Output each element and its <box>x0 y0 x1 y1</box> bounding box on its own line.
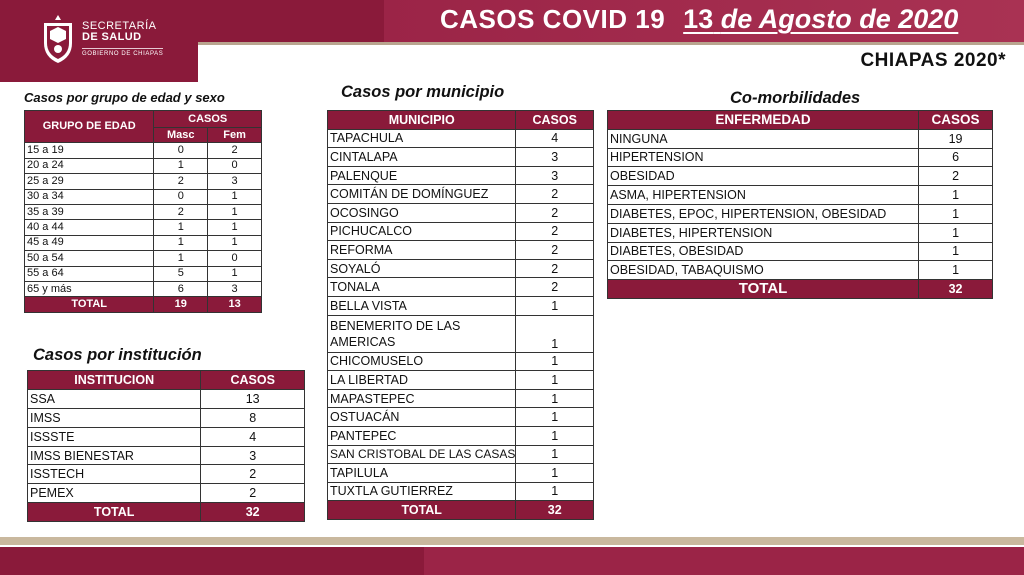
title-date <box>683 4 958 35</box>
col-institution: INSTITUCION <box>28 371 201 390</box>
cell-masc: 1 <box>154 158 208 173</box>
title-text: CASOS COVID 19 <box>440 4 666 34</box>
table-row <box>28 484 305 503</box>
cell-name: BELLA VISTA <box>328 296 516 315</box>
total-masc: 19 <box>154 297 208 312</box>
cell-name: SOYALÓ <box>328 259 516 278</box>
cell-name: COMITÁN DE DOMÍNGUEZ <box>328 185 516 204</box>
cell-cases: 1 <box>516 426 594 445</box>
cell-fem: 1 <box>208 189 262 204</box>
cell-group: 50 a 54 <box>25 251 154 266</box>
region-title: CHIAPAS 2020* <box>860 50 1006 71</box>
comorbidity-table <box>607 110 993 299</box>
cell-cases: 1 <box>516 464 594 483</box>
cell-cases: 2 <box>516 185 594 204</box>
cell-cases: 2 <box>516 241 594 260</box>
cell-name: DIABETES, OBESIDAD <box>608 242 919 261</box>
cell-cases: 4 <box>516 129 594 148</box>
table-row <box>608 204 993 223</box>
cell-masc: 5 <box>154 266 208 281</box>
table-row <box>28 465 305 484</box>
table-row <box>328 371 594 390</box>
cell-name: DIABETES, EPOC, HIPERTENSION, OBESIDAD <box>608 204 919 223</box>
total-value: 32 <box>516 501 594 520</box>
cell-name: OCOSINGO <box>328 203 516 222</box>
col-fem: Fem <box>208 128 262 143</box>
cell-cases: 1 <box>516 389 594 408</box>
cell-cases: 13 <box>201 389 305 408</box>
footer-band <box>0 547 1024 575</box>
cell-name: PICHUCALCO <box>328 222 516 241</box>
cell-fem: 0 <box>208 158 262 173</box>
table-row <box>28 427 305 446</box>
total-value: 32 <box>201 503 305 522</box>
cell-cases: 1 <box>919 204 993 223</box>
cell-name: SAN CRISTOBAL DE LAS CASAS <box>328 445 516 464</box>
date-rest: de Agosto de 2020 <box>720 4 959 34</box>
cell-cases: 1 <box>919 223 993 242</box>
cell-cases: 1 <box>516 482 594 501</box>
cell-cases: 1 <box>516 408 594 427</box>
table-row <box>328 408 594 427</box>
cell-cases: 8 <box>201 408 305 427</box>
col-municipality: MUNICIPIO <box>328 111 516 130</box>
total-fem: 13 <box>208 297 262 312</box>
date-day: 13 <box>683 4 714 34</box>
table-row <box>608 186 993 205</box>
cell-group: 35 a 39 <box>25 204 154 219</box>
age-sex-table <box>24 110 262 313</box>
col-masc: Masc <box>154 128 208 143</box>
col-cases: CASOS <box>919 111 993 130</box>
institution-table <box>27 370 305 522</box>
table-row <box>25 204 262 219</box>
col-age-group: GRUPO DE EDAD <box>25 111 154 143</box>
cell-name: OBESIDAD <box>608 167 919 186</box>
cell-name: CINTALAPA <box>328 148 516 167</box>
cell-name: ASMA, HIPERTENSION <box>608 186 919 205</box>
cell-group: 55 a 64 <box>25 266 154 281</box>
total-row <box>328 501 594 520</box>
cell-cases: 1 <box>919 261 993 280</box>
cell-name: LA LIBERTAD <box>328 371 516 390</box>
cell-cases: 1 <box>516 296 594 315</box>
table-row <box>25 281 262 296</box>
cell-cases: 2 <box>201 465 305 484</box>
table-row <box>328 445 594 464</box>
cell-name: SSA <box>28 389 201 408</box>
cell-group: 20 a 24 <box>25 158 154 173</box>
cell-name: ISSSTE <box>28 427 201 446</box>
total-label: TOTAL <box>28 503 201 522</box>
cell-fem: 1 <box>208 266 262 281</box>
cell-name: NINGUNA <box>608 129 919 148</box>
cell-fem: 1 <box>208 204 262 219</box>
table-row <box>328 166 594 185</box>
table-row <box>28 446 305 465</box>
cell-cases: 1 <box>516 445 594 464</box>
cell-name: TAPILULA <box>328 464 516 483</box>
table-row <box>25 220 262 235</box>
col-disease: ENFERMEDAD <box>608 111 919 130</box>
table-row <box>328 148 594 167</box>
cell-group: 65 y más <box>25 281 154 296</box>
cell-masc: 1 <box>154 220 208 235</box>
table-row <box>28 408 305 427</box>
cell-cases: 2 <box>201 484 305 503</box>
logo-line-3: GOBIERNO DE CHIAPAS <box>82 48 163 57</box>
cell-cases: 4 <box>201 427 305 446</box>
logo-line-2: DE SALUD <box>82 31 142 44</box>
cell-cases: 1 <box>919 186 993 205</box>
table-row <box>25 158 262 173</box>
table-row <box>608 242 993 261</box>
cell-fem: 3 <box>208 174 262 189</box>
cell-name: TONALA <box>328 278 516 297</box>
col-cases: CASOS <box>201 371 305 390</box>
cell-fem: 2 <box>208 143 262 158</box>
age-section-title: Casos por grupo de edad y sexo <box>24 90 225 105</box>
comorbidity-section-title: Co-morbilidades <box>730 89 861 107</box>
cell-name: DIABETES, HIPERTENSION <box>608 223 919 242</box>
total-row <box>28 503 305 522</box>
cell-cases: 1 <box>516 371 594 390</box>
table-row <box>328 203 594 222</box>
table-row <box>328 259 594 278</box>
table-row <box>328 426 594 445</box>
table-row <box>608 223 993 242</box>
col-cases: CASOS <box>154 111 262 128</box>
cell-name: MAPASTEPEC <box>328 389 516 408</box>
footer-accent-band <box>0 537 1024 545</box>
cell-group: 15 a 19 <box>25 143 154 158</box>
total-row <box>608 280 993 299</box>
cell-name: CHICOMUSELO <box>328 352 516 371</box>
municipality-table <box>327 110 594 520</box>
cell-masc: 6 <box>154 281 208 296</box>
table-row <box>25 143 262 158</box>
cell-cases: 3 <box>516 166 594 185</box>
table-row <box>608 261 993 280</box>
cell-group: 45 a 49 <box>25 235 154 250</box>
cell-masc: 1 <box>154 235 208 250</box>
cell-cases: 2 <box>516 222 594 241</box>
cell-cases: 19 <box>919 129 993 148</box>
cell-masc: 0 <box>154 189 208 204</box>
total-label: TOTAL <box>608 280 919 299</box>
col-cases: CASOS <box>516 111 594 130</box>
table-row <box>328 352 594 371</box>
cell-cases: 3 <box>516 148 594 167</box>
total-label: TOTAL <box>25 297 154 312</box>
table-row <box>328 464 594 483</box>
table-row <box>25 189 262 204</box>
table-row <box>28 389 305 408</box>
cell-name: OBESIDAD, TABAQUISMO <box>608 261 919 280</box>
cell-cases: 1 <box>516 315 594 352</box>
table-row <box>608 148 993 167</box>
cell-group: 40 a 44 <box>25 220 154 235</box>
table-row <box>328 185 594 204</box>
cell-masc: 1 <box>154 251 208 266</box>
cell-group: 25 a 29 <box>25 174 154 189</box>
coat-of-arms-icon <box>38 13 78 65</box>
cell-cases: 1 <box>516 352 594 371</box>
total-label: TOTAL <box>328 501 516 520</box>
table-row <box>25 174 262 189</box>
cell-masc: 2 <box>154 204 208 219</box>
main-title <box>440 4 958 40</box>
table-row <box>328 296 594 315</box>
cell-name: PANTEPEC <box>328 426 516 445</box>
cell-name: IMSS BIENESTAR <box>28 446 201 465</box>
cell-cases: 2 <box>919 167 993 186</box>
cell-masc: 2 <box>154 174 208 189</box>
table-row <box>328 129 594 148</box>
total-row <box>25 297 262 312</box>
cell-fem: 1 <box>208 235 262 250</box>
table-row <box>328 241 594 260</box>
table-row <box>25 266 262 281</box>
municipality-section-title: Casos por municipio <box>341 83 505 101</box>
cell-name: REFORMA <box>328 241 516 260</box>
table-row <box>25 251 262 266</box>
table-row <box>328 482 594 501</box>
table-row <box>25 235 262 250</box>
cell-cases: 2 <box>516 203 594 222</box>
cell-cases: 6 <box>919 148 993 167</box>
cell-name: PALENQUE <box>328 166 516 185</box>
table-row <box>608 129 993 148</box>
cell-name: TUXTLA GUTIERREZ <box>328 482 516 501</box>
cell-name: TAPACHULA <box>328 129 516 148</box>
table-row <box>328 222 594 241</box>
table-row <box>328 315 594 352</box>
cell-name: OSTUACÁN <box>328 408 516 427</box>
cell-masc: 0 <box>154 143 208 158</box>
cell-fem: 3 <box>208 281 262 296</box>
total-value: 32 <box>919 280 993 299</box>
cell-group: 30 a 34 <box>25 189 154 204</box>
cell-name: PEMEX <box>28 484 201 503</box>
cell-name: BENEMERITO DE LAS AMERICAS <box>328 315 516 352</box>
cell-name: HIPERTENSION <box>608 148 919 167</box>
cell-cases: 1 <box>919 242 993 261</box>
table-row <box>328 278 594 297</box>
table-row <box>608 167 993 186</box>
logo-line-1: SECRETARÍA <box>82 19 157 32</box>
cell-cases: 2 <box>516 259 594 278</box>
table-row <box>328 389 594 408</box>
cell-name: ISSTECH <box>28 465 201 484</box>
cell-cases: 2 <box>516 278 594 297</box>
institution-section-title: Casos por institución <box>33 346 202 364</box>
secretaria-logo <box>38 6 188 72</box>
cell-fem: 1 <box>208 220 262 235</box>
cell-name: IMSS <box>28 408 201 427</box>
cell-fem: 0 <box>208 251 262 266</box>
cell-cases: 3 <box>201 446 305 465</box>
